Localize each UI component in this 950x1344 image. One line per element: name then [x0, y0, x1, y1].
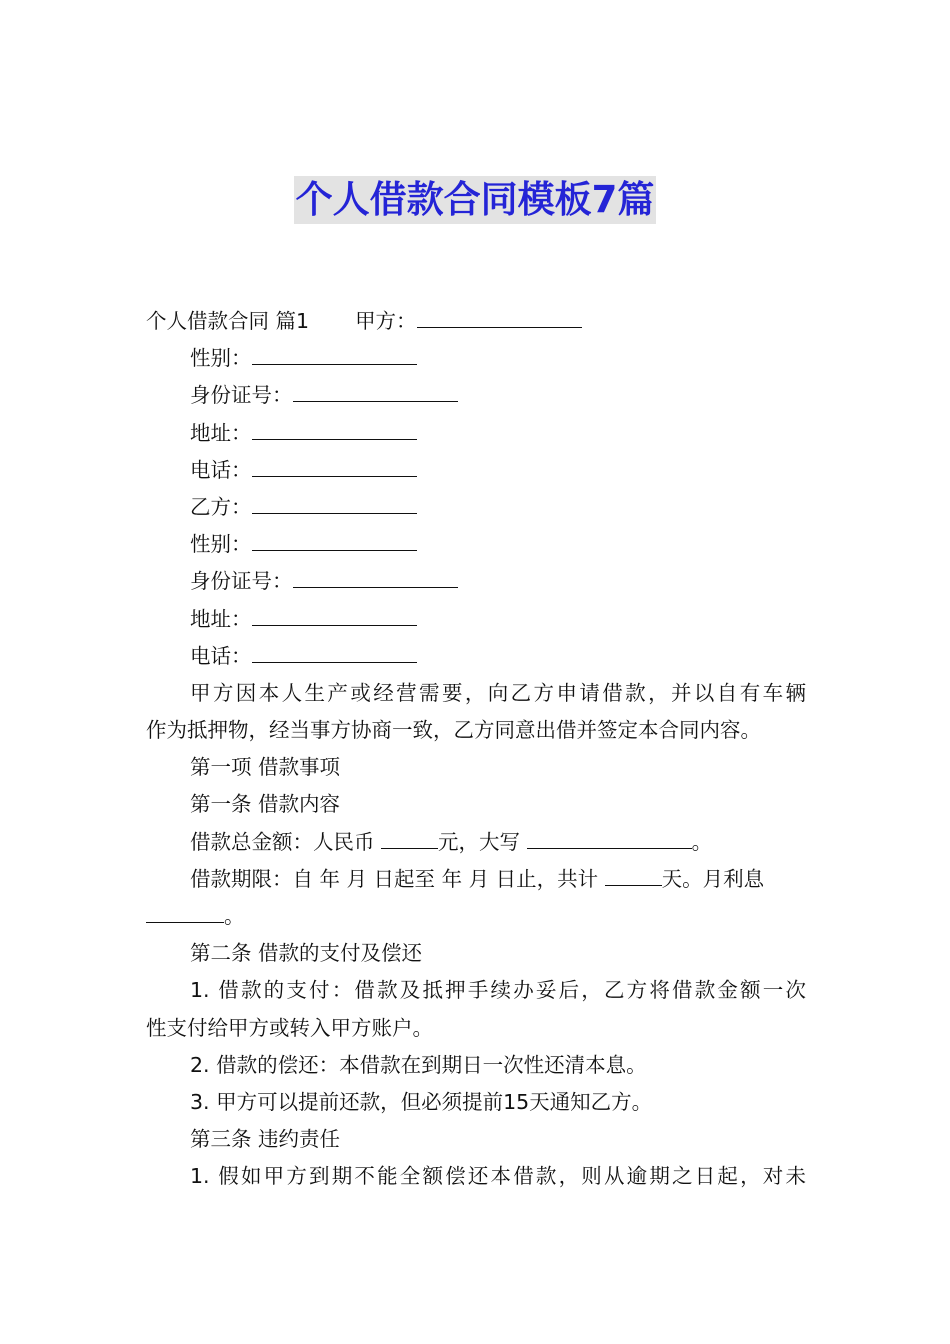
fill-blank: [293, 381, 458, 402]
party-b-line: [146, 489, 806, 526]
loan-term-line: [146, 861, 806, 898]
field-label: 地址：: [190, 606, 252, 631]
party-a-blank: [417, 307, 582, 328]
loan-term-suffix: 。: [224, 904, 245, 928]
loan-amount-mid: 元，大写: [438, 829, 527, 854]
field-label: 地址：: [190, 420, 252, 445]
field-label: 性别：: [190, 532, 252, 557]
fill-blank: [252, 419, 417, 440]
document-title: 个人借款合同模板7篇: [294, 176, 657, 224]
fill-blank: [252, 642, 417, 663]
party-a-address-line: [146, 415, 806, 452]
loan-amount-line: [146, 824, 806, 861]
interest-blank: [146, 902, 224, 923]
loan-term-line2: [146, 898, 806, 935]
field-label: 身份证号：: [190, 383, 293, 408]
party-a-gender-line: [146, 340, 806, 377]
field-label: 身份证号：: [190, 569, 293, 594]
title-container: [0, 176, 950, 224]
days-blank: [605, 865, 662, 886]
heading-line: [146, 303, 806, 340]
party-a-id-line: [146, 377, 806, 414]
intro-paragraph-line2: 作为抵押物，经当事方协商一致，乙方同意出借并签定本合同内容。: [146, 718, 761, 743]
party-b-address-line: [146, 601, 806, 638]
fill-blank: [252, 530, 417, 551]
party-a-phone-line: [146, 452, 806, 489]
fill-blank: [252, 344, 417, 365]
field-label: 性别：: [190, 346, 252, 371]
article3-title: 第三条 违约责任: [190, 1127, 341, 1152]
loan-term-mid: 天。月利息: [661, 866, 765, 891]
loan-term-prefix: 借款期限：自 年 月 日起至 年 月 日止，共计: [190, 866, 605, 891]
repay-line: 2. 借款的偿还：本借款在到期日一次性还清本息。: [190, 1052, 647, 1077]
fill-blank: [293, 567, 458, 588]
party-b-blank: [252, 493, 417, 514]
loan-amount-prefix: 借款总金额：人民币: [190, 829, 382, 854]
section-heading: 个人借款合同 篇1: [146, 309, 310, 333]
document-body: [146, 303, 806, 1196]
prepay-line: 3. 甲方可以提前还款，但必须提前15天通知乙方。: [190, 1089, 653, 1114]
breach-line1: 1. 假如甲方到期不能全额偿还本借款，则从逾期之日起，对未: [190, 1164, 806, 1189]
article1-title: 第一条 借款内容: [190, 792, 341, 817]
party-b-label: 乙方：: [190, 494, 252, 519]
item1-title: 第一项 借款事项: [190, 755, 341, 780]
fill-blank: [252, 456, 417, 477]
article2-title: 第二条 借款的支付及偿还: [190, 941, 423, 966]
amount-words-blank: [527, 828, 692, 849]
intro-paragraph-line1: 甲方因本人生产或经营需要，向乙方申请借款，并以自有车辆: [190, 680, 806, 705]
field-label: 电话：: [190, 457, 252, 482]
fill-blank: [252, 605, 417, 626]
loan-amount-suffix: 。: [691, 829, 713, 854]
payment-line2: 性支付给甲方或转入甲方账户。: [146, 1015, 433, 1040]
amount-blank: [381, 828, 438, 849]
party-b-phone-line: [146, 638, 806, 675]
party-a-label: 甲方：: [355, 309, 417, 333]
party-b-id-line: [146, 563, 806, 600]
party-b-gender-line: [146, 526, 806, 563]
payment-line1: 1. 借款的支付：借款及抵押手续办妥后，乙方将借款金额一次: [190, 978, 806, 1003]
field-label: 电话：: [190, 643, 252, 668]
